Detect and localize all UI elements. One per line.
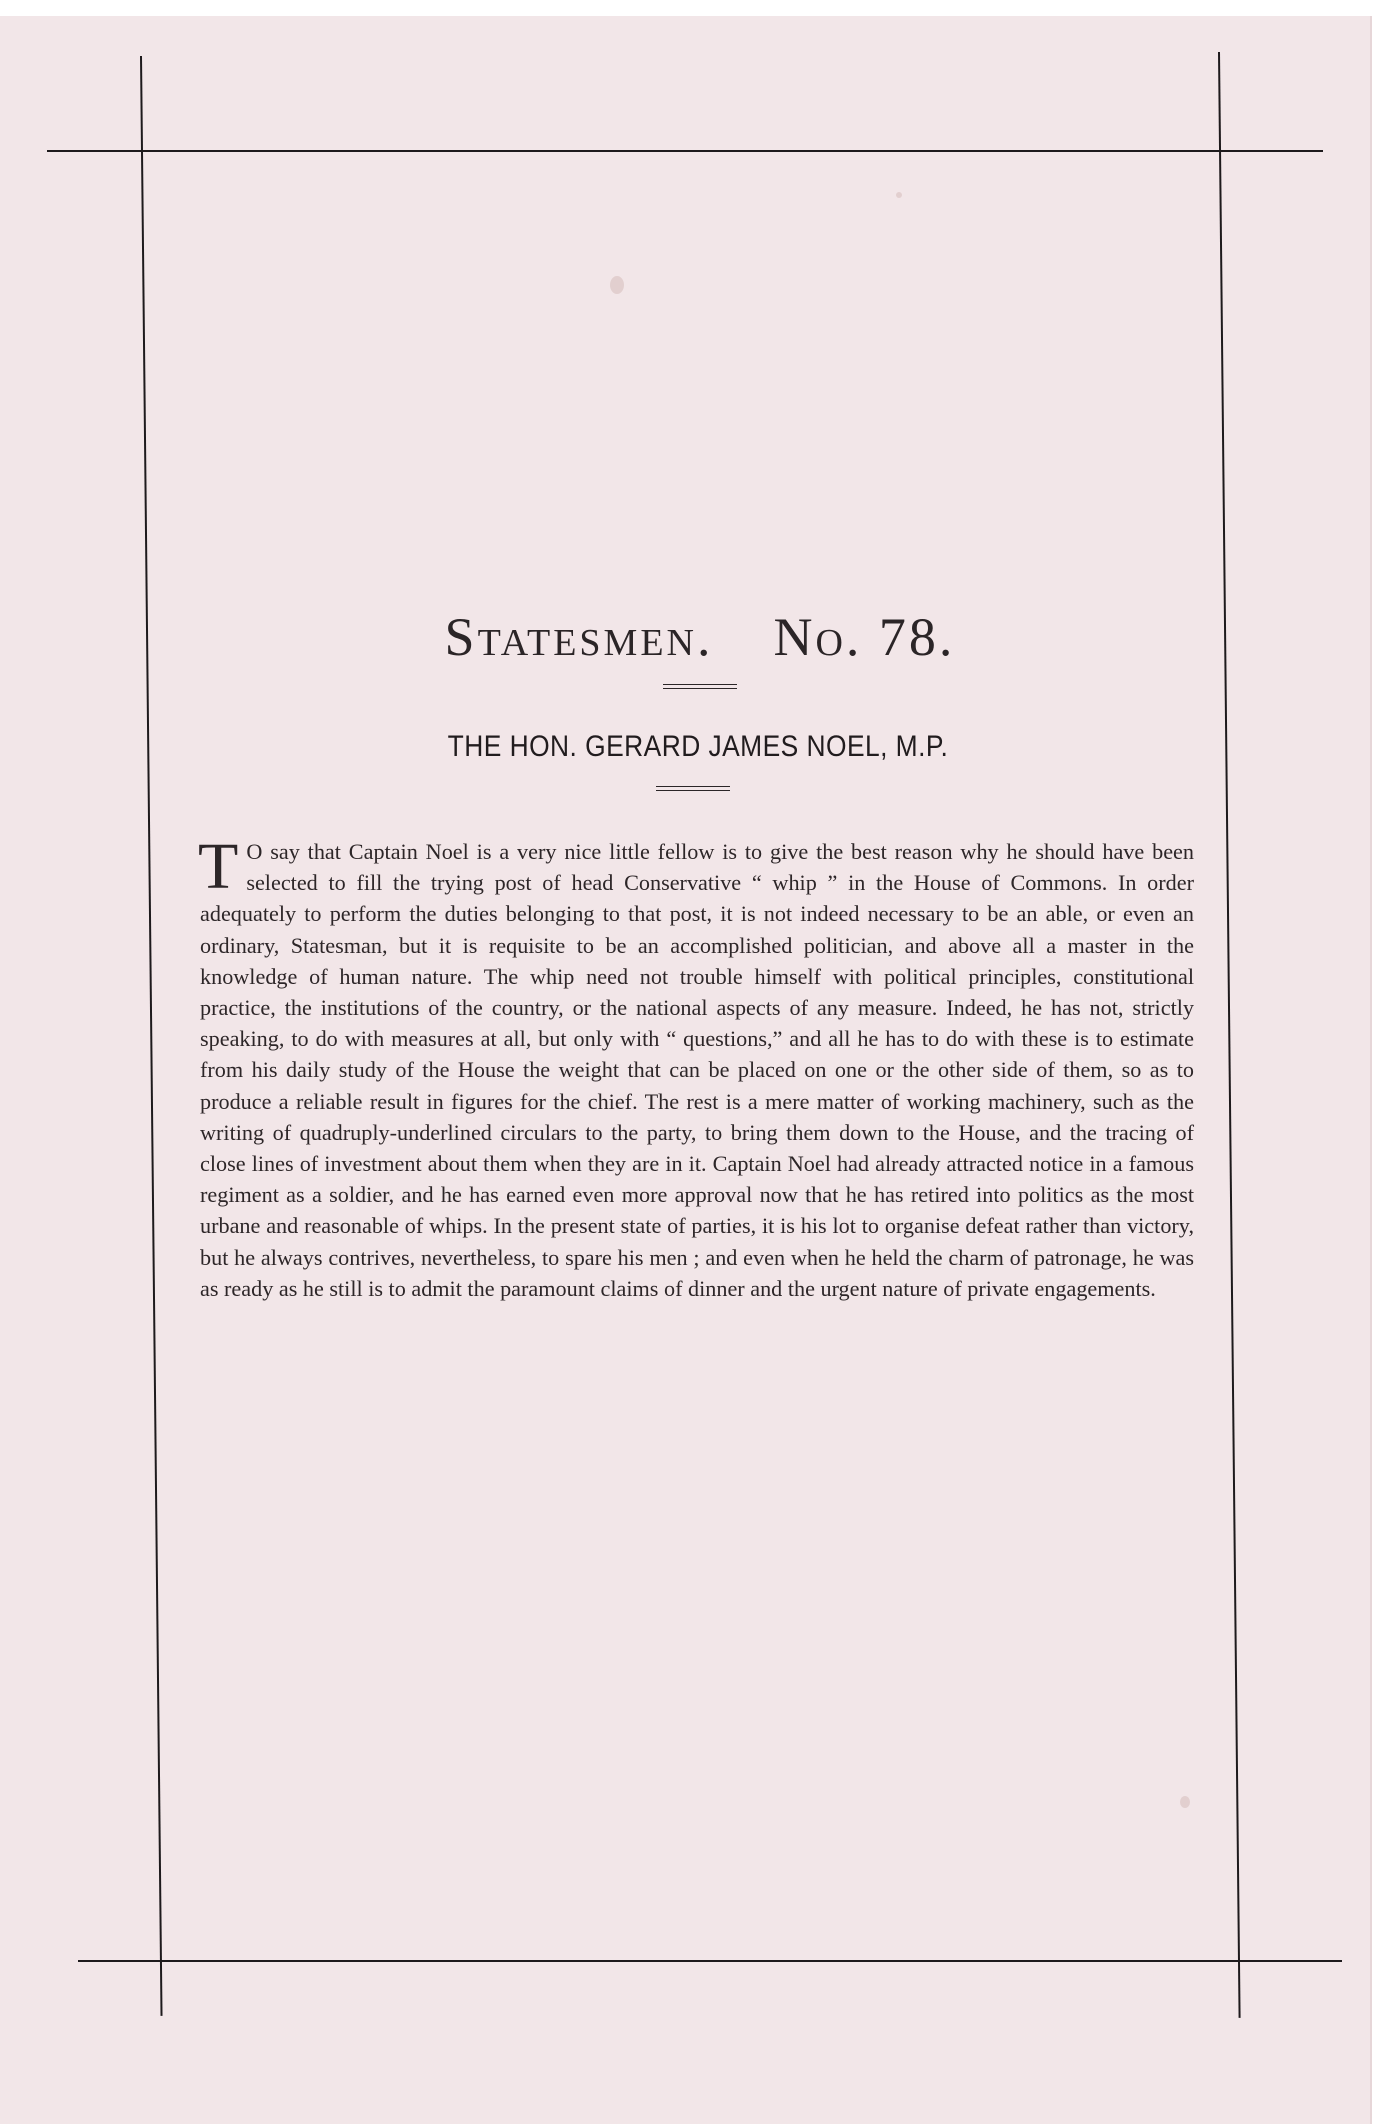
paper-speck (610, 276, 624, 294)
heading-divider-bottom (656, 786, 730, 791)
article-subject: THE HON. GERARD JAMES NOEL, M.P. (447, 730, 949, 763)
series-title: Statesmen. (444, 607, 714, 667)
article-text: O say that Captain Noel is a very nice little fellow is to give the best reason why he should have been selected to fill the trying post of head Conservative “ whip ” in the House of Commons. In order adequately to perform the duties belonging to that post, it is not indeed necessary to be an able, or even an ordinary, Statesman, but it is requisite to be an accomplished politician, and above all a master in the knowledge of human nature. The whip need not trouble himself with political principles, constitutional practice, the institutions of the country, or the national aspects of any measure. Indeed, he has not, strictly speaking, to do with measures at all, but only with “ questions,” and all he has to do with these is to estimate from his daily study of the House the weight that can be placed on one or the other side of them, so as to produce a reliable result in figures for the chief. The rest is a mere matter of working machinery, such as the writing of quadruply-underlined circulars to the party, to bring them down to the House, and the tracing of close lines of investment about them when they are in it. Captain Noel had already attracted notice in a famous regiment as a soldier, and he has earned even more approval now that he has retired into politics as the most urbane and reasonable of whips. In the present state of parties, it is his lot to organise defeat rather than victory, but he always contrives, nevertheless, to spare his men ; and even when he held the charm of patronage, he was as ready as he still is to admit the paramount claims of dinner and the urgent nature of private engagements. (200, 839, 1194, 1301)
paper-speck (1180, 1796, 1190, 1808)
paper-speck (896, 192, 902, 198)
article-body (198, 830, 1194, 1304)
left-rule (140, 56, 163, 2016)
bottom-rule (78, 1960, 1342, 1962)
drop-cap: T (198, 830, 239, 903)
series-number: No. 78. (773, 607, 956, 667)
heading-divider-top (663, 684, 737, 689)
right-rule (1218, 52, 1241, 2018)
top-rule (47, 150, 1323, 152)
series-heading (400, 606, 1000, 689)
